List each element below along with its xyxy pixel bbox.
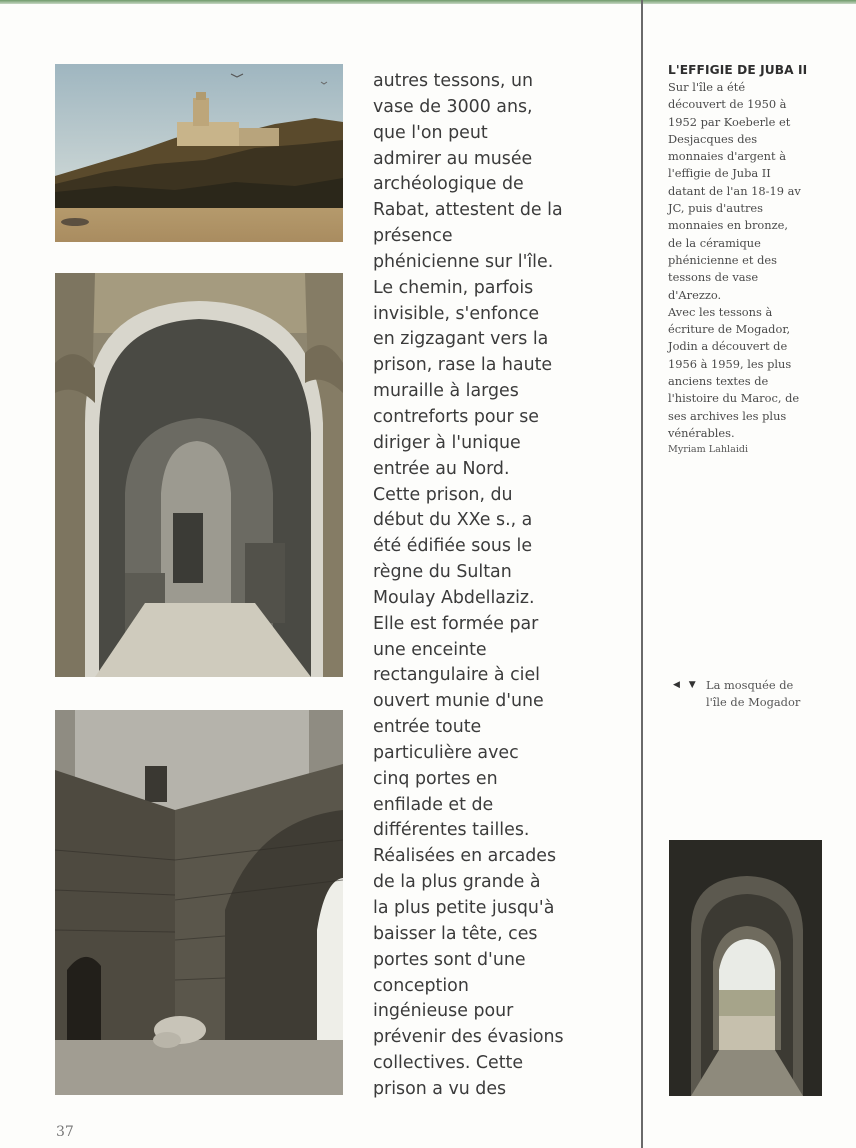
article-text-line: prison a vu des xyxy=(373,1078,507,1099)
sidebar-text-line: Jodin a découvert de xyxy=(668,339,788,354)
caption-arrow-icon: ◀ ▼ xyxy=(673,680,699,690)
photo-island-fortress xyxy=(55,64,343,242)
article-text-line: prison, rase la haute xyxy=(373,355,553,376)
article-text-line: archéologique de xyxy=(373,174,524,195)
article-text-line: ingénieuse pour xyxy=(373,1001,514,1022)
article-text-line: début du XXe s., a xyxy=(373,510,533,531)
column-divider xyxy=(641,0,643,1148)
caption-line-2: l'île de Mogador xyxy=(706,695,801,710)
photo-caption xyxy=(673,677,843,712)
article-text-line: entrée au Nord. xyxy=(373,458,510,479)
article-text-line: particulière avec xyxy=(373,742,519,763)
sidebar-text-line: JC, puis d'autres xyxy=(668,201,764,216)
sidebar-text-line: Desjacques des xyxy=(668,131,758,146)
article-text-line: baisser la tête, ces xyxy=(373,923,538,944)
photo-mosque-arch xyxy=(669,840,822,1096)
article-text-line: invisible, s'enfonce xyxy=(373,303,540,324)
article-text-line: phénicienne sur l'île. xyxy=(373,251,554,272)
article-text-line: muraille à larges xyxy=(373,381,519,402)
sidebar-text-line: 1956 à 1959, les plus xyxy=(668,356,792,371)
sidebar-text xyxy=(668,79,828,442)
sidebar-text-line: vénérables. xyxy=(668,425,735,440)
article-text-line: en zigzagant vers la xyxy=(373,329,549,350)
article-text-line: cinq portes en xyxy=(373,768,498,789)
article-text-line: que l'on peut xyxy=(373,122,488,143)
article-text-line: de la plus grande à xyxy=(373,872,541,893)
sidebar-text-line: anciens textes de xyxy=(668,374,769,389)
article-text-line: conception xyxy=(373,975,469,996)
article-text-line: autres tessons, un xyxy=(373,71,534,91)
article-text-line: contreforts pour se xyxy=(373,406,539,427)
article-text-line: admirer au musée xyxy=(373,148,533,169)
photo-prison-walls xyxy=(55,710,343,1095)
sidebar-title: L'EFFIGIE DE JUBA II xyxy=(668,63,808,77)
page-number: 37 xyxy=(56,1124,74,1140)
sidebar-text-line: d'Arezzo. xyxy=(668,287,722,302)
article-text-line: vase de 3000 ans, xyxy=(373,96,533,117)
sidebar-text-line: tessons de vase xyxy=(668,270,759,285)
article-text-line: différentes tailles. xyxy=(373,820,530,841)
article-text-line: entrée toute xyxy=(373,717,482,738)
sidebar-text-line: Sur l'île a été xyxy=(668,80,746,94)
sidebar-text-line: 1952 par Koeberle et xyxy=(668,114,791,129)
article-text-line: la plus petite jusqu'à xyxy=(373,898,555,918)
sidebar-text-line: phénicienne et des xyxy=(668,252,777,267)
sidebar-text-line: découvert de 1950 à xyxy=(668,97,787,112)
sidebar-text-line: l'histoire du Maroc, de xyxy=(668,391,800,406)
top-rule xyxy=(0,0,856,4)
article-text-line: rectangulaire à ciel xyxy=(373,665,541,686)
article-text-line: une enceinte xyxy=(373,639,487,660)
article-text-line: présence xyxy=(373,226,453,247)
article-text-line: Réalisées en arcades xyxy=(373,846,557,867)
sidebar-text-line: Avec les tessons à xyxy=(668,304,773,319)
main-article-text xyxy=(373,69,635,1103)
article-text-line: été édifiée sous le xyxy=(373,536,533,557)
sidebar-text-line: écriture de Mogador, xyxy=(668,322,791,337)
sidebar-text-line: datant de l'an 18-19 av xyxy=(668,183,801,198)
article-text-line: Moulay Abdellaziz. xyxy=(373,587,535,608)
article-text-line: Cette prison, du xyxy=(373,484,513,505)
sidebar-author: Myriam Lahlaidi xyxy=(668,444,749,456)
sidebar-text-line: l'effigie de Juba II xyxy=(668,166,771,181)
article-text-line: ouvert munie d'une xyxy=(373,691,544,712)
caption-line-1: La mosquée de xyxy=(706,678,794,692)
article-text-line: diriger à l'unique xyxy=(373,432,521,453)
sidebar-text-line: monnaies en bronze, xyxy=(668,218,788,233)
article-text-line: Elle est formée par xyxy=(373,613,539,634)
article-text-line: Rabat, attestent de la xyxy=(373,200,563,221)
photo-prison-archway xyxy=(55,273,343,677)
article-text-line: règne du Sultan xyxy=(373,562,512,583)
article-text-line: enfilade et de xyxy=(373,794,494,815)
sidebar-text-line: ses archives les plus xyxy=(668,408,787,423)
article-text-line: portes sont d'une xyxy=(373,949,526,970)
sidebar-text-line: monnaies d'argent à xyxy=(668,149,786,164)
article-text-line: prévenir des évasions xyxy=(373,1027,564,1048)
article-text-line: Le chemin, parfois xyxy=(373,277,534,298)
article-text-line: collectives. Cette xyxy=(373,1053,524,1074)
sidebar-text-line: de la céramique xyxy=(668,235,761,250)
sidebar-box xyxy=(668,63,828,457)
